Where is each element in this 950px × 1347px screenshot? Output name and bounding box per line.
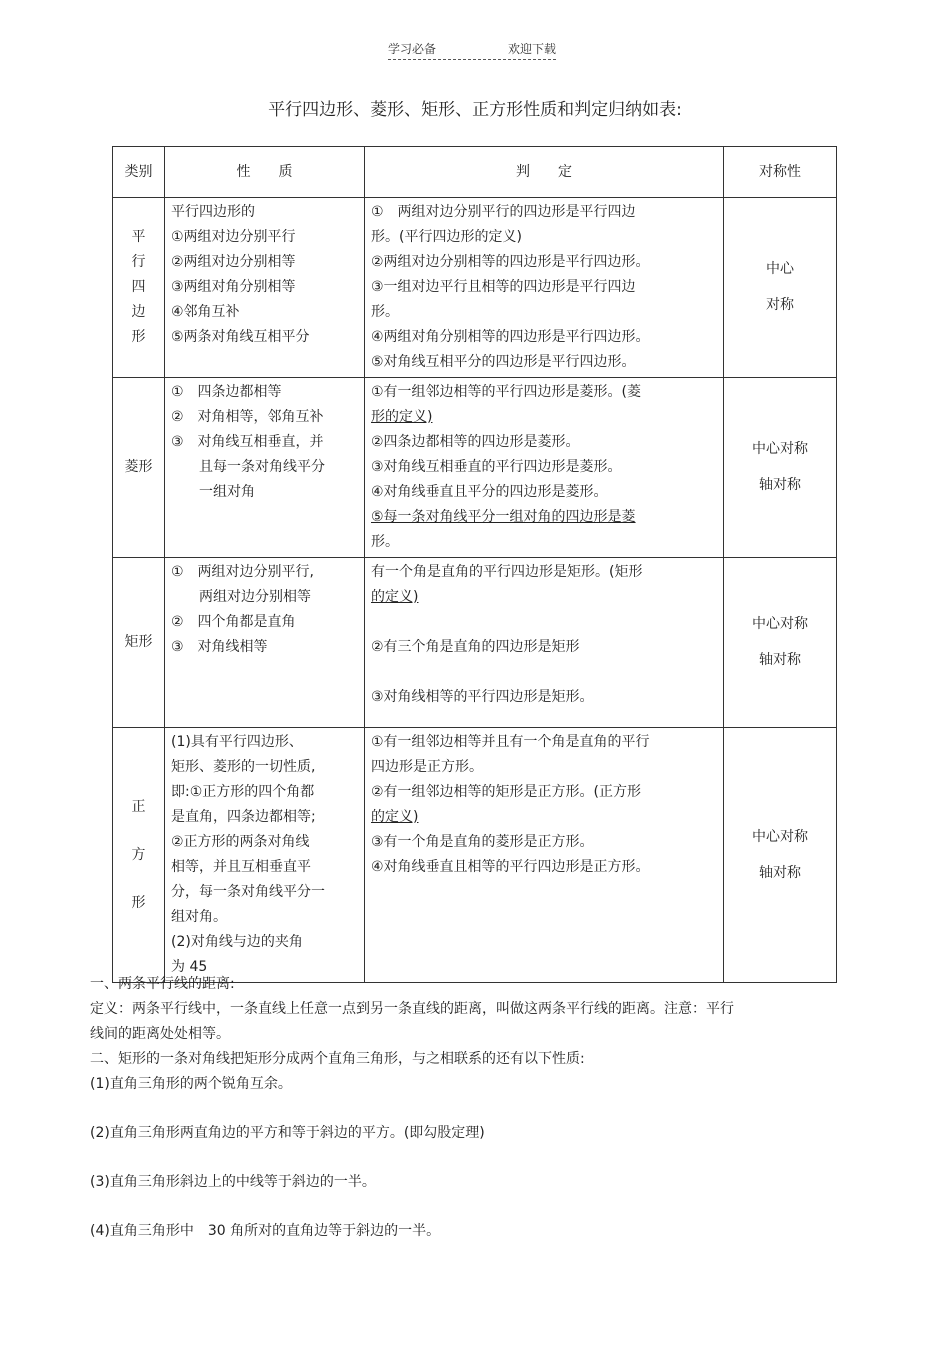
definition-text: 线间的距离处处相等。 xyxy=(90,1026,230,1042)
properties-cell: (1)具有平行四边形、 矩形、菱形的一切性质, 即:①正方形的四个角都 是直角，四条边都相等; ②正方形的两条对角线 相等，并且互相垂直平 分，每一条对角线平分一 组对角。 (2)对角线与边的夹角 为 45 xyxy=(165,728,365,983)
notes-section xyxy=(90,972,790,1244)
category-rhombus: 菱形 xyxy=(113,378,165,558)
table-row xyxy=(113,378,837,558)
list-item: (1)直角三角形的两个锐角互余。 xyxy=(90,1076,292,1092)
category-square: 正方形 xyxy=(113,728,165,983)
category-rectangle: 矩形 xyxy=(113,558,165,728)
header-symmetry: 对称性 xyxy=(724,147,837,198)
list-item: (4)直角三角形中 30 角所对的直角边等于斜边的一半。 xyxy=(90,1223,441,1239)
table-row xyxy=(113,198,837,378)
criteria-cell: ① 两组对边分别平行的四边形是平行四边 形。(平行四边形的定义) ②两组对边分别相等的四边形是平行四边形。 ③一组对边平行且相等的四边形是平行四边 形。 ④两组对角分别相等的四边形是平行四边形。 ⑤对角线互相平分的四边形是平行四边形。 xyxy=(365,198,724,378)
page-title: 平行四边形、菱形、矩形、正方形性质和判定归纳如表: xyxy=(268,100,682,120)
criteria-cell: ①有一组邻边相等并且有一个角是直角的平行 四边形是正方形。 ②有一组邻边相等的矩形是正方形。(正方形 的定义) ③有一个角是直角的菱形是正方形。 ④对角线垂直且相等的平行四边形是正方形。 xyxy=(365,728,724,983)
page-header xyxy=(388,40,556,60)
section-heading: 二、矩形的一条对角线把矩形分成两个直角三角形，与之相联系的还有以下性质: xyxy=(90,1051,585,1067)
table-header-row xyxy=(113,147,837,198)
header-criteria: 判 定 xyxy=(365,147,724,198)
properties-cell: ① 四条边都相等 ② 对角相等，邻角互补 ③ 对角线互相垂直，并 且每一条对角线平分 一组对角 xyxy=(165,378,365,558)
symmetry-cell: 中心对称 轴对称 xyxy=(724,378,837,558)
criteria-cell: ①有一组邻边相等的平行四边形是菱形。(菱 形的定义) ②四条边都相等的四边形是菱形。 ③对角线互相垂直的平行四边形是菱形。 ④对角线垂直且平分的四边形是菱形。 ⑤每一条对角线平分一组对角的四边形是菱 形。 xyxy=(365,378,724,558)
properties-cell: 平行四边形的 ①两组对边分别平行 ②两组对边分别相等 ③两组对角分别相等 ④邻角互补 ⑤两条对角线互相平分 xyxy=(165,198,365,378)
header-property: 性 质 xyxy=(165,147,365,198)
symmetry-cell: 中心对称 轴对称 xyxy=(724,558,837,728)
header-right: 欢迎下载 xyxy=(507,42,556,56)
properties-table xyxy=(112,146,837,983)
criteria-cell: 有一个角是直角的平行四边形是矩形。(矩形 的定义) ②有三个角是直角的四边形是矩形 ③对角线相等的平行四边形是矩形。 xyxy=(365,558,724,728)
symmetry-cell: 中心 对称 xyxy=(724,198,837,378)
header-category: 类别 xyxy=(113,147,165,198)
section-heading: 一、两条平行线的距离: xyxy=(90,976,235,992)
properties-cell: ① 两组对边分别平行, 两组对边分别相等 ② 四个角都是直角 ③ 对角线相等 xyxy=(165,558,365,728)
list-item: (3)直角三角形斜边上的中线等于斜边的一半。 xyxy=(90,1174,376,1190)
definition-text: 定义：两条平行线中，一条直线上任意一点到另一条直线的距离，叫做这两条平行线的距离。注意：平行 xyxy=(90,1001,734,1017)
list-item: (2)直角三角形两直角边的平方和等于斜边的平方。(即勾股定理) xyxy=(90,1125,485,1141)
category-parallelogram: 平行四边形 xyxy=(113,198,165,378)
table-row xyxy=(113,558,837,728)
header-left: 学习必备 xyxy=(388,42,437,56)
table-row xyxy=(113,728,837,983)
symmetry-cell: 中心对称 轴对称 xyxy=(724,728,837,983)
